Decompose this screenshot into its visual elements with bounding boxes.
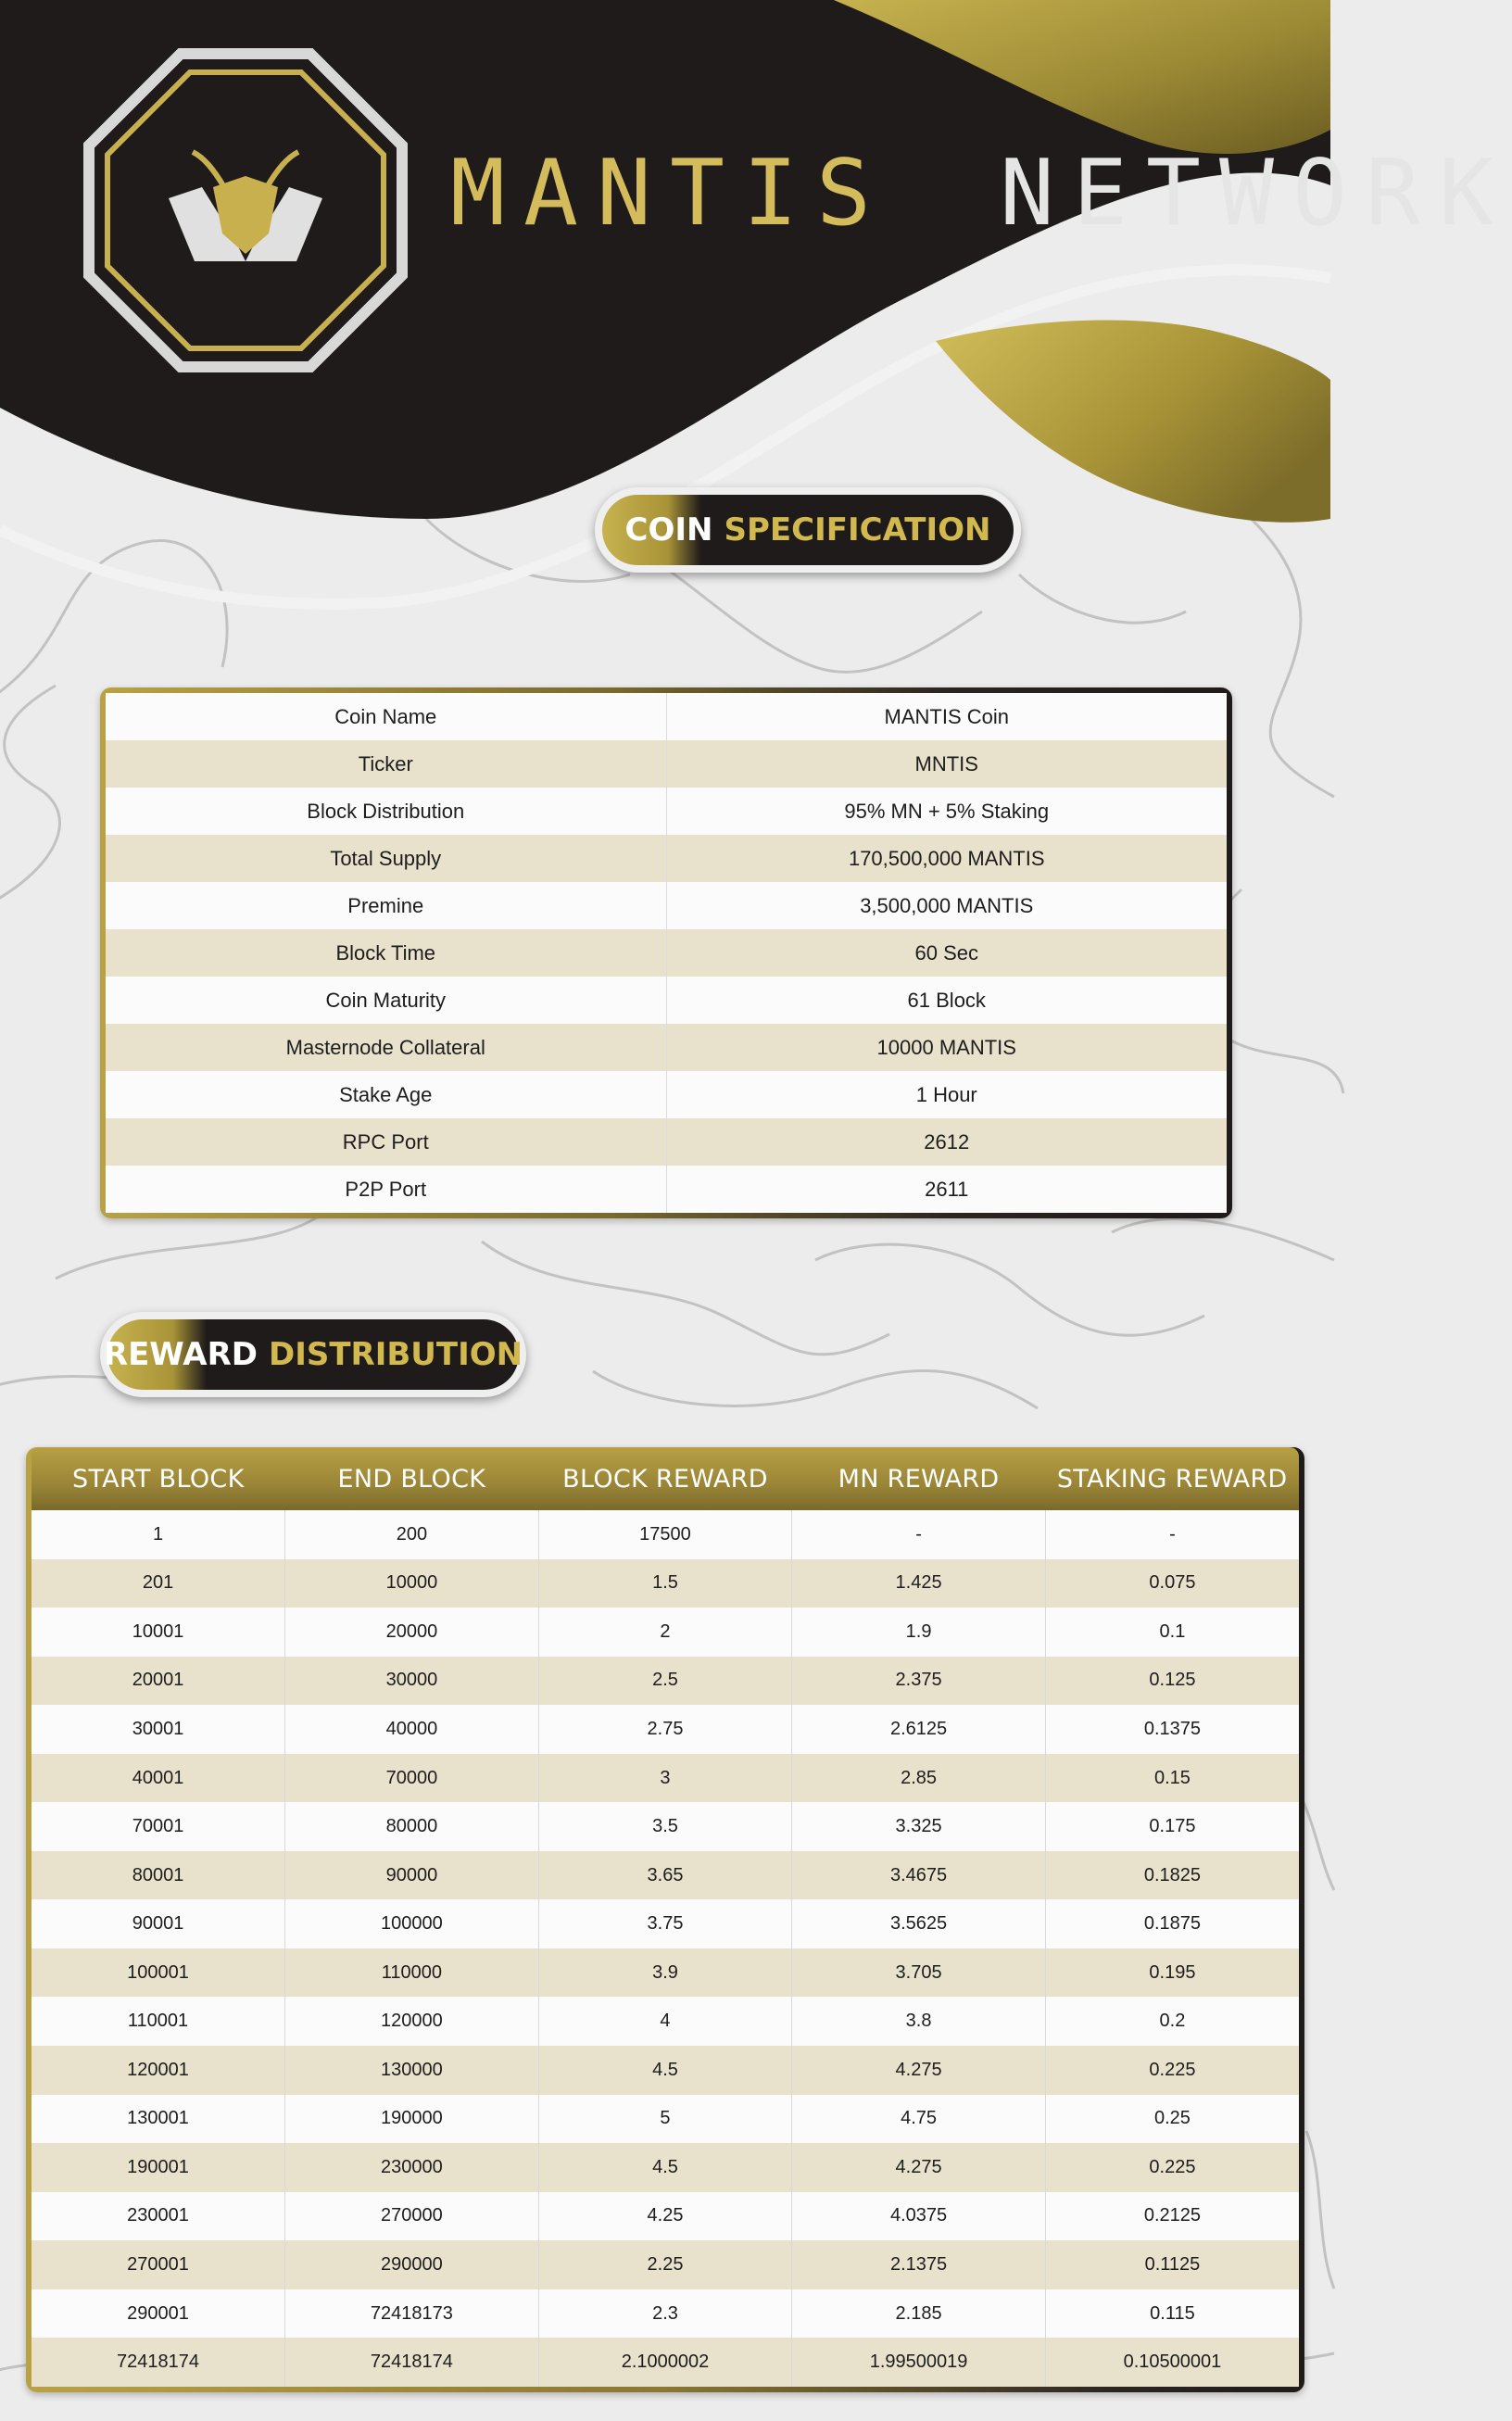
start-block-cell: 120001 (32, 2046, 285, 2095)
staking-reward-cell: 0.1 (1045, 1608, 1299, 1657)
spec-row (106, 788, 1227, 835)
start-block-cell: 230001 (32, 2192, 285, 2241)
mn-reward-cell: 2.375 (792, 1657, 1046, 1706)
staking-reward-cell: 0.225 (1045, 2143, 1299, 2192)
mn-reward-cell: 1.9 (792, 1608, 1046, 1657)
coin-spec-heading-inner (602, 495, 1014, 565)
reward-row (32, 2046, 1299, 2095)
spec-row (106, 835, 1227, 882)
end-block-cell: 72418173 (285, 2289, 539, 2339)
block-reward-cell: 17500 (538, 1510, 792, 1559)
header (0, 0, 1512, 519)
reward-table-frame (26, 1447, 1304, 2392)
reward-row (32, 1608, 1299, 1657)
staking-reward-cell: 0.1375 (1045, 1705, 1299, 1754)
reward-row (32, 1754, 1299, 1803)
spec-value: 170,500,000 MANTIS (666, 835, 1227, 882)
spec-row (106, 929, 1227, 977)
end-block-cell: 72418174 (285, 2338, 539, 2387)
staking-reward-cell: 0.10500001 (1045, 2338, 1299, 2387)
spec-row (106, 977, 1227, 1024)
mn-reward-cell: 3.325 (792, 1802, 1046, 1851)
block-reward-cell: 2 (538, 1608, 792, 1657)
reward-table-header (32, 1447, 1299, 1510)
start-block-cell: 40001 (32, 1754, 285, 1803)
reward-row (32, 2338, 1299, 2387)
spec-value: 3,500,000 MANTIS (666, 882, 1227, 929)
spec-label: P2P Port (106, 1166, 666, 1213)
spec-value: 95% MN + 5% Staking (666, 788, 1227, 835)
start-block-cell: 100001 (32, 1948, 285, 1998)
start-block-cell: 190001 (32, 2143, 285, 2192)
spec-row (106, 1071, 1227, 1118)
start-block-cell: 290001 (32, 2289, 285, 2339)
end-block-cell: 30000 (285, 1657, 539, 1706)
mn-reward-cell: 4.275 (792, 2046, 1046, 2095)
end-block-cell: 80000 (285, 1802, 539, 1851)
spec-value: MANTIS Coin (666, 693, 1227, 740)
spec-label: Coin Maturity (106, 977, 666, 1024)
start-block-cell: 72418174 (32, 2338, 285, 2387)
spec-value: 10000 MANTIS (666, 1024, 1227, 1071)
staking-reward-cell: 0.075 (1045, 1559, 1299, 1608)
end-block-cell: 200 (285, 1510, 539, 1559)
end-block-cell: 110000 (285, 1948, 539, 1998)
reward-row (32, 1510, 1299, 1559)
staking-reward-cell: 0.1875 (1045, 1899, 1299, 1948)
start-block-cell: 1 (32, 1510, 285, 1559)
reward-dist-heading (100, 1312, 526, 1397)
col-end-block: END BLOCK (285, 1447, 539, 1510)
block-reward-cell: 4 (538, 1997, 792, 2046)
reward-row (32, 1802, 1299, 1851)
start-block-cell: 130001 (32, 2095, 285, 2144)
spec-label: RPC Port (106, 1118, 666, 1166)
mn-reward-cell: 3.705 (792, 1948, 1046, 1998)
end-block-cell: 290000 (285, 2240, 539, 2289)
mantis-head-icon (169, 152, 322, 261)
coin-spec-heading (595, 487, 1021, 573)
block-reward-cell: 4.5 (538, 2046, 792, 2095)
reward-row (32, 2192, 1299, 2241)
block-reward-cell: 2.5 (538, 1657, 792, 1706)
col-start-block: START BLOCK (32, 1447, 285, 1510)
staking-reward-cell: 0.225 (1045, 2046, 1299, 2095)
start-block-cell: 30001 (32, 1705, 285, 1754)
end-block-cell: 70000 (285, 1754, 539, 1803)
staking-reward-cell: 0.175 (1045, 1802, 1299, 1851)
spec-row (106, 882, 1227, 929)
spec-row (106, 1118, 1227, 1166)
spec-label: Block Time (106, 929, 666, 977)
spec-label: Total Supply (106, 835, 666, 882)
staking-reward-cell: 0.2125 (1045, 2192, 1299, 2241)
staking-reward-cell: 0.125 (1045, 1657, 1299, 1706)
coin-spec-table-frame (100, 687, 1232, 1218)
spec-label: Stake Age (106, 1071, 666, 1118)
reward-row (32, 1559, 1299, 1608)
start-block-cell: 270001 (32, 2240, 285, 2289)
spec-value: MNTIS (666, 740, 1227, 788)
mn-reward-cell: 2.6125 (792, 1705, 1046, 1754)
block-reward-cell: 3.65 (538, 1851, 792, 1900)
staking-reward-cell: 0.1825 (1045, 1851, 1299, 1900)
reward-row (32, 2289, 1299, 2339)
spec-label: Ticker (106, 740, 666, 788)
end-block-cell: 190000 (285, 2095, 539, 2144)
brand-title (450, 141, 1512, 246)
col-block-reward: BLOCK REWARD (538, 1447, 792, 1510)
reward-row (32, 2143, 1299, 2192)
start-block-cell: 10001 (32, 1608, 285, 1657)
end-block-cell: 90000 (285, 1851, 539, 1900)
start-block-cell: 90001 (32, 1899, 285, 1948)
col-staking-reward: STAKING REWARD (1045, 1447, 1299, 1510)
spec-label: Masternode Collateral (106, 1024, 666, 1071)
reward-row (32, 1705, 1299, 1754)
staking-reward-cell: 0.115 (1045, 2289, 1299, 2339)
end-block-cell: 270000 (285, 2192, 539, 2241)
block-reward-cell: 4.25 (538, 2192, 792, 2241)
end-block-cell: 20000 (285, 1608, 539, 1657)
block-reward-cell: 3.75 (538, 1899, 792, 1948)
mn-reward-cell: - (792, 1510, 1046, 1559)
mn-reward-cell: 4.75 (792, 2095, 1046, 2144)
end-block-cell: 130000 (285, 2046, 539, 2095)
reward-row (32, 1948, 1299, 1998)
block-reward-cell: 2.1000002 (538, 2338, 792, 2387)
reward-row (32, 1657, 1299, 1706)
staking-reward-cell: 0.1125 (1045, 2240, 1299, 2289)
block-reward-cell: 2.75 (538, 1705, 792, 1754)
mn-reward-cell: 4.275 (792, 2143, 1046, 2192)
mn-reward-cell: 1.425 (792, 1559, 1046, 1608)
end-block-cell: 120000 (285, 1997, 539, 2046)
mn-reward-cell: 3.5625 (792, 1899, 1046, 1948)
mn-reward-cell: 1.99500019 (792, 2338, 1046, 2387)
spec-row (106, 1166, 1227, 1213)
mn-reward-cell: 3.4675 (792, 1851, 1046, 1900)
staking-reward-cell: - (1045, 1510, 1299, 1559)
brand-word-network: NETWORK (1000, 141, 1512, 246)
end-block-cell: 100000 (285, 1899, 539, 1948)
reward-row (32, 1997, 1299, 2046)
block-reward-cell: 3 (538, 1754, 792, 1803)
reward-row (32, 1899, 1299, 1948)
mn-reward-cell: 2.85 (792, 1754, 1046, 1803)
start-block-cell: 20001 (32, 1657, 285, 1706)
spec-label: Premine (106, 882, 666, 929)
staking-reward-cell: 0.15 (1045, 1754, 1299, 1803)
spec-value: 1 Hour (666, 1071, 1227, 1118)
block-reward-cell: 4.5 (538, 2143, 792, 2192)
reward-dist-heading-word2: DISTRIBUTION (269, 1336, 523, 1373)
coin-spec-heading-word1: COIN (624, 511, 713, 549)
mn-reward-cell: 2.1375 (792, 2240, 1046, 2289)
spec-row (106, 693, 1227, 740)
reward-row (32, 2240, 1299, 2289)
staking-reward-cell: 0.25 (1045, 2095, 1299, 2144)
end-block-cell: 10000 (285, 1559, 539, 1608)
spec-value: 61 Block (666, 977, 1227, 1024)
start-block-cell: 80001 (32, 1851, 285, 1900)
block-reward-cell: 3.5 (538, 1802, 792, 1851)
spec-value: 60 Sec (666, 929, 1227, 977)
end-block-cell: 230000 (285, 2143, 539, 2192)
staking-reward-cell: 0.2 (1045, 1997, 1299, 2046)
col-mn-reward: MN REWARD (792, 1447, 1046, 1510)
block-reward-cell: 5 (538, 2095, 792, 2144)
staking-reward-cell: 0.195 (1045, 1948, 1299, 1998)
coin-spec-table (106, 693, 1227, 1213)
block-reward-cell: 2.25 (538, 2240, 792, 2289)
mn-reward-cell: 2.185 (792, 2289, 1046, 2339)
block-reward-cell: 3.9 (538, 1948, 792, 1998)
reward-row (32, 2095, 1299, 2144)
spec-label: Coin Name (106, 693, 666, 740)
coin-spec-heading-word2: SPECIFICATION (724, 511, 991, 549)
start-block-cell: 201 (32, 1559, 285, 1608)
reward-dist-heading-word1: REWARD (103, 1336, 258, 1373)
start-block-cell: 70001 (32, 1802, 285, 1851)
block-reward-cell: 2.3 (538, 2289, 792, 2339)
spec-label: Block Distribution (106, 788, 666, 835)
end-block-cell: 40000 (285, 1705, 539, 1754)
block-reward-cell: 1.5 (538, 1559, 792, 1608)
spec-value: 2611 (666, 1166, 1227, 1213)
spec-value: 2612 (666, 1118, 1227, 1166)
spec-row (106, 1024, 1227, 1071)
reward-row (32, 1851, 1299, 1900)
mn-reward-cell: 3.8 (792, 1997, 1046, 2046)
mn-reward-cell: 4.0375 (792, 2192, 1046, 2241)
start-block-cell: 110001 (32, 1997, 285, 2046)
reward-dist-heading-inner (103, 1319, 523, 1390)
spec-row (106, 740, 1227, 788)
reward-table (32, 1447, 1299, 2387)
mantis-logo (83, 48, 408, 372)
brand-word-mantis: MANTIS (450, 141, 890, 246)
